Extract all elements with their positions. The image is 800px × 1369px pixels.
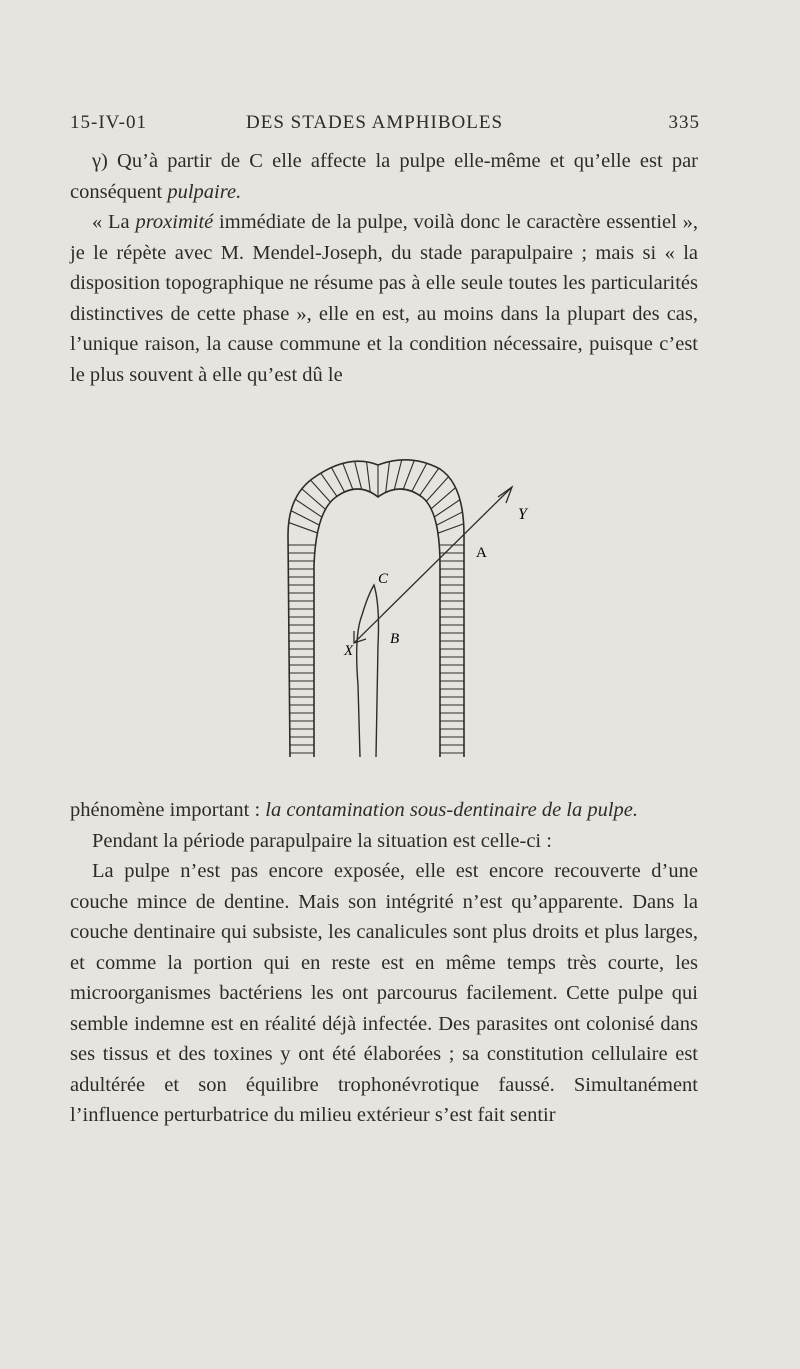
figure-label-x: X [344,643,354,659]
hatch-line [405,491,503,541]
figure-label-c: C [378,571,389,587]
paragraph [70,146,698,207]
tooth-diagram [250,445,550,775]
hatch-line [253,491,351,541]
hatch-line [272,463,355,535]
hatch-line [406,507,509,545]
paragraph: La pulpe n’est pas encore exposée, elle est encore recouverte d’une couche mince de dentine. Mais son intégrité n’est qu’apparente. Dans la couche dentinaire qui subsiste, les canalicules sont plus droits et plus larges, et comme la portion qui en reste est en même temps très courte, les microorganismes bactériens les ont parcourus facilement. Cette pulpe qui semble indemne est en réalité déjà infectée. Des parasites ont colonisé dans ses tissus et des toxines y ont été élaborées ; sa constitution cellulaire est adultérée et son équilibre trophonévrotique faussé. Simultanément l’influence perturbatrice du milieu extérieur s’est fait sentir [70,860,698,1126]
paragraph: Pendant la période parapulpaire la situation est celle-ci : [92,829,552,852]
hatch-line [344,445,371,526]
paragraph [70,795,698,826]
figure-label-b: B [390,631,400,647]
hatch-line [250,507,350,545]
paragraph [70,207,698,390]
figure-label-y: Y [518,506,527,523]
hatch-line [401,463,484,535]
paragraph-text: phénomène important : [70,799,266,821]
italic-phrase: la contamination sous-dentinaire de la pulpe. [265,799,639,821]
hatch-line [298,445,361,530]
hatch-line [361,445,374,525]
italic-term: pulpaire. [167,180,242,203]
hatch-line [382,445,395,525]
header-date: 15-IV-01 [70,112,147,133]
hatch-line [385,445,412,526]
paragraph-text: γ) Qu’à partir de C elle affecte la pulpe elle-même et qu’elle est par conséquent [70,150,698,203]
header-running-title: DES STADES AMPHIBOLES [246,112,504,133]
figure-label-a: A [476,545,487,561]
pointer-line-y [354,487,512,643]
page-number: 335 [668,112,700,133]
text-block-bottom [70,795,698,1131]
text-block-top [70,146,698,390]
pulp-chamber-left [357,585,379,757]
paragraph-text: immédiate de la pulpe, voilà donc le caractère essentiel », je le répète avec M. Mendel-Joseph, du stade parapulpaire ; mais si « la disposition topographique ne résume pas à elle seule toutes les particularités distinctives de cette phase », elle en est, au moins dans la plupart des cas, l’unique raison, la cause commune et la condition nécessaire, puisque c’est le plus souvent à elle qu’est dû le [70,211,698,386]
paragraph-text: « La [92,211,136,233]
italic-term: proximité [135,211,214,233]
hatch-line [395,445,458,530]
running-header [70,112,700,142]
